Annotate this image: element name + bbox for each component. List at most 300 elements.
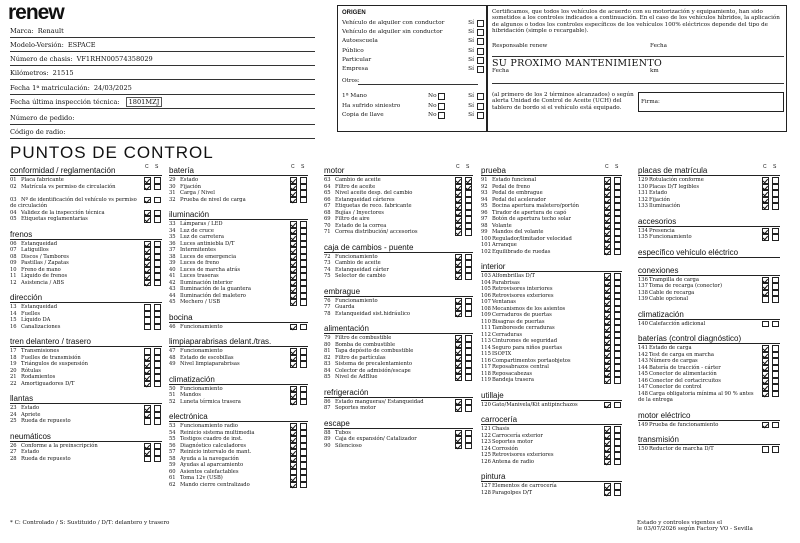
item-label: Conector del cortacircuitos	[649, 377, 721, 384]
item-number: 150	[638, 446, 648, 452]
checklist-item	[638, 296, 758, 303]
item-number: 69	[324, 216, 331, 222]
item-number: 112	[481, 331, 491, 338]
si-label: Sí	[468, 93, 474, 99]
item-number: 149	[638, 421, 648, 428]
cert-text: Certificamos, que todos los vehículos de acuerdo con su motorización y equipamiento, han sido sometidos a los controles indicados a continuación. En el caso de los vehículos híbridos, la aplicación de algunos o todos los controles específicos de los vehículos 100% eléctricos depende del tipo de hibridación (simple o recargable).	[492, 9, 780, 35]
item-label: Soportes motor	[492, 439, 533, 445]
checkbox-controlado[interactable]	[604, 402, 611, 409]
checkbox-controlado[interactable]	[762, 296, 769, 303]
item-label: Ventanas	[492, 299, 516, 305]
checkbox-sustituido[interactable]	[154, 324, 161, 331]
checkbox-sustituido[interactable]	[772, 391, 779, 398]
checklist-item	[481, 377, 600, 384]
item-label: Correa distribución/ accesorios	[335, 229, 418, 235]
no-checkbox[interactable]	[438, 103, 445, 110]
item-number: 99	[481, 229, 488, 235]
item-number: 116	[481, 357, 491, 364]
origen-si-label: Sí	[468, 20, 474, 26]
item-number: 124	[481, 445, 491, 452]
firma-label: Firma:	[641, 99, 660, 105]
checkbox-sustituido[interactable]	[300, 482, 307, 489]
origen-row	[342, 56, 484, 65]
origen-checkbox[interactable]	[477, 38, 484, 45]
item-label: Filtro de aceite	[335, 183, 376, 190]
item-label: Funcionamiento	[649, 234, 692, 240]
cert-note: (al primero de los 2 términos alcanzados) o según alerta Unidad de Control de Aceite (UCH) del tablero de bordo si el vehículo está equipado.	[492, 92, 634, 111]
checkbox-controlado[interactable]	[290, 299, 297, 306]
item-label: Calefacción adicional	[649, 320, 706, 327]
section-title: batería	[169, 166, 308, 176]
item-number: 18	[10, 354, 17, 361]
checkbox-controlado[interactable]	[762, 321, 769, 328]
checkbox-controlado[interactable]	[604, 249, 611, 256]
checklist-item	[481, 402, 600, 409]
checkbox-controlado[interactable]	[144, 418, 151, 425]
checkbox-sustituido[interactable]	[300, 197, 307, 204]
item-label: Líquido de frenos	[21, 273, 68, 279]
origen-checkbox[interactable]	[477, 57, 484, 64]
item-number: 120	[481, 401, 491, 408]
item-label: Estado de escobillas	[180, 354, 234, 361]
mano-row-label: Ha sufrido siniestro	[342, 102, 401, 109]
item-number: 85	[324, 374, 331, 380]
item-number: 50	[169, 385, 176, 392]
checkbox-sustituido[interactable]	[154, 216, 161, 223]
checkbox-controlado[interactable]	[455, 229, 462, 236]
vehicle-field-value: VF1RHN00574358029	[76, 55, 153, 63]
item-number: 71	[324, 229, 331, 235]
item-number: 143	[638, 358, 648, 364]
checkbox-controlado[interactable]	[290, 361, 297, 368]
checkbox-controlado[interactable]	[604, 490, 611, 497]
item-label: Tirador de apertura de capó	[492, 209, 567, 216]
section-title: interior	[481, 262, 622, 272]
item-label: Mando cierre centralizado	[180, 481, 250, 488]
checkbox-sustituido[interactable]	[465, 311, 472, 318]
item-label: Carga obligatoria mínima al 90 % antes de la entrega	[638, 390, 754, 403]
item-number: 35	[169, 234, 176, 240]
checkbox-sustituido[interactable]	[154, 418, 161, 425]
validity-line1: Estado y controles vigentes el	[637, 520, 723, 526]
section-title: conexiones	[638, 266, 780, 276]
item-number: 81	[324, 348, 331, 354]
item-label: Arranque	[492, 242, 517, 248]
checkbox-controlado[interactable]	[762, 203, 769, 210]
checkbox-controlado[interactable]	[762, 446, 769, 453]
item-number: 08	[10, 253, 17, 260]
checkbox-controlado[interactable]	[455, 374, 462, 381]
validity-line2: le 03/07/2026 según Factory VO - Sevilla	[637, 526, 753, 532]
item-number: 123	[481, 439, 491, 445]
item-number: 36	[169, 240, 176, 247]
item-number: 53	[169, 423, 176, 429]
item-label: Fuelles de transmisión	[21, 354, 81, 361]
vehicle-field-value: ESPACE	[67, 41, 96, 49]
vehicle-field-label: Fecha última inspección técnica:	[10, 98, 120, 106]
item-number: 10	[10, 266, 17, 273]
item-number: 131	[638, 190, 648, 196]
origen-si-label: Sí	[468, 56, 474, 63]
checkbox-sustituido[interactable]	[154, 197, 161, 204]
item-label: Reposabrazos central	[492, 364, 549, 370]
item-label: Luces traseras	[180, 273, 219, 279]
item-label: Validez de la inspección técnica	[21, 209, 105, 216]
vehicle-field-label: Código de radio:	[10, 128, 66, 136]
item-number: 105	[481, 286, 491, 292]
item-number: 121	[481, 426, 491, 432]
item-number: 70	[324, 222, 331, 229]
firma-box	[638, 92, 784, 112]
checkbox-controlado[interactable]	[604, 459, 611, 466]
checkbox-controlado[interactable]	[455, 405, 462, 412]
si-label: Sí	[468, 102, 474, 109]
item-number: 61	[169, 475, 176, 481]
item-label: Pastillas / Zapatas	[21, 260, 69, 266]
checkbox-controlado[interactable]	[455, 273, 462, 280]
section-title: frenos	[10, 230, 162, 240]
item-number: 14	[10, 310, 17, 317]
checklist-item	[324, 229, 451, 236]
item-number: 48	[169, 354, 176, 361]
origen-title: ORIGEN	[342, 10, 366, 16]
item-label: Seguro para niños puertas	[492, 344, 562, 351]
checkbox-sustituido[interactable]	[614, 490, 621, 497]
item-number: 94	[481, 196, 488, 203]
item-number: 111	[481, 325, 491, 331]
column-header-c: C	[605, 164, 609, 170]
item-label: Intermitentes	[180, 247, 216, 253]
checkbox-controlado[interactable]	[144, 456, 151, 463]
checklist-item	[10, 216, 140, 223]
section-title: pintura	[481, 472, 622, 482]
item-number: 26	[10, 442, 17, 449]
item-label: Estado	[21, 449, 40, 455]
si-checkbox[interactable]	[477, 93, 484, 100]
vehicle-field	[10, 52, 315, 66]
item-label: Cerraduras	[492, 331, 522, 338]
item-number: 21	[10, 374, 17, 380]
checklist-item	[324, 273, 451, 280]
item-label: Bocina apertura maletero/portón	[492, 203, 579, 209]
section-title: placas de matrícula	[638, 166, 780, 176]
checkbox-sustituido[interactable]	[465, 443, 472, 450]
mano-row-label: 1ª Mano	[342, 93, 367, 99]
item-number: 57	[169, 449, 176, 455]
item-number: 42	[169, 279, 176, 286]
origen-si-label: Sí	[468, 38, 474, 45]
item-number: 06	[10, 240, 17, 247]
no-checkbox[interactable]	[438, 93, 445, 100]
checkbox-sustituido[interactable]	[465, 229, 472, 236]
item-number: 77	[324, 304, 331, 310]
item-label: Funcionamiento	[180, 323, 223, 330]
section-title: bocina	[169, 313, 308, 323]
checkbox-controlado[interactable]	[144, 280, 151, 287]
item-number: 01	[10, 177, 17, 183]
origen-si-label: Sí	[468, 47, 474, 54]
section-title: dirección	[10, 293, 162, 303]
item-label: Retrovisores interiores	[492, 286, 553, 292]
section-title: específico vehículo eléctrico	[638, 248, 780, 258]
item-number: 07	[10, 247, 17, 253]
item-number: 05	[10, 216, 17, 222]
item-number: 130	[638, 183, 648, 190]
origen-row	[342, 37, 484, 46]
item-number: 55	[169, 436, 176, 442]
si-label: Sí	[468, 112, 474, 118]
item-label: Rótulas	[21, 367, 41, 374]
checkbox-sustituido[interactable]	[772, 446, 779, 453]
no-label: No	[428, 102, 437, 109]
item-label: Funcionamiento	[335, 297, 378, 304]
checkbox-sustituido[interactable]	[772, 296, 779, 303]
item-number: 86	[324, 398, 331, 405]
item-label: Equilibrado de ruedas	[492, 248, 551, 255]
item-label: Luces de marcha atrás	[180, 266, 241, 273]
item-label: Funcionamiento radio	[180, 423, 238, 429]
checklist-item	[324, 311, 451, 318]
item-label: Placa fabricante	[21, 177, 64, 183]
item-label: Luz de cruce	[180, 227, 214, 234]
checkbox-sustituido[interactable]	[772, 203, 779, 210]
item-label: Estado	[180, 177, 199, 183]
item-label: Colector de admisión/escape	[335, 367, 411, 374]
checkbox-controlado[interactable]	[762, 422, 769, 429]
item-number: 100	[481, 235, 491, 242]
section-title: climatización	[638, 310, 780, 320]
item-number: 37	[169, 247, 176, 253]
checkbox-sustituido[interactable]	[154, 456, 161, 463]
column-header-c: C	[763, 164, 767, 170]
item-label: Retrovisores exteriores	[492, 452, 554, 458]
vehicle-field-label: Kilómetros:	[10, 69, 49, 77]
item-label: Pedal del acelerador	[492, 196, 547, 203]
item-label: Caja de expansión/ Catalizador	[335, 436, 417, 442]
item-label: Fuelles	[21, 310, 41, 317]
origen-checkbox[interactable]	[477, 29, 484, 36]
item-number: 41	[169, 273, 176, 279]
item-label: Mandos del volante	[492, 229, 544, 235]
checkbox-sustituido[interactable]	[154, 280, 161, 287]
checkbox-controlado[interactable]	[604, 377, 611, 384]
column-header-s: S	[301, 164, 305, 170]
vehicle-field-value: 1801MZJ	[126, 97, 163, 107]
checkbox-controlado[interactable]	[290, 399, 297, 406]
item-number: 115	[481, 351, 491, 357]
item-number: 67	[324, 203, 331, 209]
item-label: Prueba de funcionamiento	[649, 421, 719, 428]
item-label: Silencioso	[335, 442, 362, 449]
footer-legend: * C: Controlado / S: Sustituido / D/T: delantero y trasero	[10, 520, 170, 526]
item-label: Conforme a la preinscripción	[21, 442, 98, 449]
item-number: 128	[481, 489, 491, 496]
item-label: Paragolpes D/T	[492, 489, 533, 496]
item-label: Freno de mano	[21, 266, 61, 273]
checkbox-sustituido[interactable]	[154, 184, 161, 191]
origen-row-label: Autoescuela	[342, 38, 378, 45]
item-number: 87	[324, 405, 331, 411]
item-number: 73	[324, 260, 331, 266]
item-number: 56	[169, 442, 176, 449]
item-number: 20	[10, 367, 17, 374]
checkbox-sustituido[interactable]	[465, 374, 472, 381]
item-number: 89	[324, 436, 331, 442]
item-label: Guarda	[335, 304, 355, 310]
item-number: 03	[10, 196, 17, 203]
item-label: Pedal de embrague	[492, 190, 543, 196]
checkbox-controlado[interactable]	[144, 197, 151, 204]
item-label: Toma 12v (USB)	[180, 475, 223, 481]
checkbox-sustituido[interactable]	[465, 273, 472, 280]
item-number: 52	[169, 398, 176, 405]
item-label: Reductor de marcha D/T	[649, 446, 714, 452]
item-label: Iluminación del maletero	[180, 292, 246, 299]
vehicle-field	[10, 38, 315, 52]
checkbox-sustituido[interactable]	[614, 459, 621, 466]
item-label: Nivel limpiaparabrisas	[180, 361, 240, 367]
checkbox-controlado[interactable]	[290, 197, 297, 204]
item-number: 96	[481, 209, 488, 216]
checkbox-controlado[interactable]	[762, 391, 769, 398]
checkbox-sustituido[interactable]	[154, 381, 161, 388]
item-number: 75	[324, 273, 331, 279]
item-label: Estanqueidad sist.hidráulico	[335, 310, 411, 317]
checkbox-controlado[interactable]	[290, 482, 297, 489]
origen-checkbox[interactable]	[477, 20, 484, 27]
vehicle-field-label: Marca:	[10, 27, 34, 35]
item-label: Ayudas al aparcamiento	[180, 462, 244, 468]
checkbox-sustituido[interactable]	[300, 361, 307, 368]
checklist-item	[169, 399, 286, 406]
item-number: 64	[324, 183, 331, 190]
item-label: Estado	[649, 190, 668, 196]
item-label: Fijación	[180, 183, 201, 190]
checkbox-controlado[interactable]	[144, 381, 151, 388]
item-label: Luces antiniebla D/T	[180, 240, 235, 247]
item-label: Funcionamiento	[180, 348, 223, 354]
checkbox-sustituido[interactable]	[614, 249, 621, 256]
column-header-s: S	[615, 164, 619, 170]
item-number: 103	[481, 273, 491, 279]
section-title: llantas	[10, 394, 162, 404]
item-label: Lámparas / LED	[180, 221, 223, 227]
item-number: 90	[324, 442, 331, 449]
item-label: ISOFIX	[492, 351, 512, 357]
page-title: PUNTOS DE CONTROL	[10, 143, 214, 162]
item-number: 09	[10, 260, 17, 266]
section-title: electrónica	[169, 412, 308, 422]
item-label: Alfombrillas D/T	[492, 273, 535, 279]
checkbox-controlado[interactable]	[455, 443, 462, 450]
origen-row	[342, 47, 484, 56]
item-number: 11	[10, 273, 17, 279]
vehicle-field	[10, 95, 315, 109]
checkbox-sustituido[interactable]	[300, 324, 307, 331]
si-checkbox[interactable]	[477, 112, 484, 119]
item-label: Cinturones de seguridad	[492, 338, 558, 344]
vehicle-field	[10, 24, 315, 38]
no-checkbox[interactable]	[438, 112, 445, 119]
item-number: 83	[324, 361, 331, 367]
item-number: 19	[10, 361, 17, 367]
section-title: iluminación	[169, 210, 308, 220]
checkbox-sustituido[interactable]	[300, 299, 307, 306]
item-label: Cable de recarga	[649, 289, 695, 296]
item-label: Iluminación interior	[180, 279, 233, 286]
item-label: Elementos de carrocería	[492, 483, 557, 489]
checkbox-sustituido[interactable]	[465, 405, 472, 412]
checkbox-sustituido[interactable]	[772, 321, 779, 328]
origen-checkbox[interactable]	[477, 48, 484, 55]
checkbox-controlado[interactable]	[144, 216, 151, 223]
checkbox-controlado[interactable]	[144, 184, 151, 191]
item-number: 108	[481, 305, 491, 312]
checkbox-sustituido[interactable]	[614, 402, 621, 409]
item-label: Etiquetas de reco. fabricante	[335, 203, 412, 209]
mano-row	[342, 102, 484, 111]
section-title: motor eléctrico	[638, 411, 780, 421]
checklist-item	[10, 280, 140, 287]
checkbox-controlado[interactable]	[762, 234, 769, 241]
item-number: 113	[481, 338, 491, 344]
checklist-item	[10, 197, 140, 210]
item-label: Regulador/limitador velocidad	[492, 235, 572, 242]
item-number: 106	[481, 292, 491, 299]
item-label: Cable opcional	[649, 296, 688, 302]
item-number: 117	[481, 364, 491, 370]
checklist-item	[481, 249, 600, 256]
item-number: 24	[10, 411, 17, 418]
item-number: 98	[481, 222, 488, 229]
item-number: 91	[481, 177, 488, 183]
checkbox-sustituido[interactable]	[300, 399, 307, 406]
checklist-item	[324, 374, 451, 381]
item-label: Filtro de partículas	[335, 354, 386, 361]
item-label: Estanqueidad	[21, 304, 58, 310]
origen-checkbox[interactable]	[477, 66, 484, 73]
checkbox-controlado[interactable]	[455, 311, 462, 318]
checklist-item	[169, 482, 286, 489]
item-number: 122	[481, 432, 491, 439]
item-label: Compartimentos portaobjetos	[492, 357, 571, 364]
item-label: Gato/Manivela/Kit antipinchazos	[492, 401, 578, 408]
vehicle-field-label: Número de chasis:	[10, 55, 73, 63]
checkbox-controlado[interactable]	[144, 324, 151, 331]
column-header-c: C	[456, 164, 460, 170]
checkbox-sustituido[interactable]	[772, 422, 779, 429]
section-title: baterías (control diagnóstico)	[638, 334, 780, 344]
item-number: 13	[10, 304, 17, 310]
item-number: 04	[10, 209, 17, 216]
footer-validity	[637, 520, 753, 532]
item-label: Triángulos de suspensión	[21, 361, 89, 367]
otros-label: Otros:	[342, 78, 360, 84]
vehicle-field	[10, 111, 315, 125]
checklist-item	[324, 443, 451, 450]
item-number: 93	[481, 190, 488, 196]
checkbox-controlado[interactable]	[290, 324, 297, 331]
si-checkbox[interactable]	[477, 103, 484, 110]
checklist-item	[10, 456, 140, 463]
item-label: Funcionamiento	[335, 253, 378, 260]
checkbox-sustituido[interactable]	[772, 234, 779, 241]
section-title: neumáticos	[10, 432, 162, 442]
item-label: Reposacabezas	[492, 370, 533, 377]
checkbox-sustituido[interactable]	[614, 377, 621, 384]
item-label: Estanqueidad cárter	[335, 266, 389, 273]
item-label: Bomba de combustible	[335, 341, 396, 348]
